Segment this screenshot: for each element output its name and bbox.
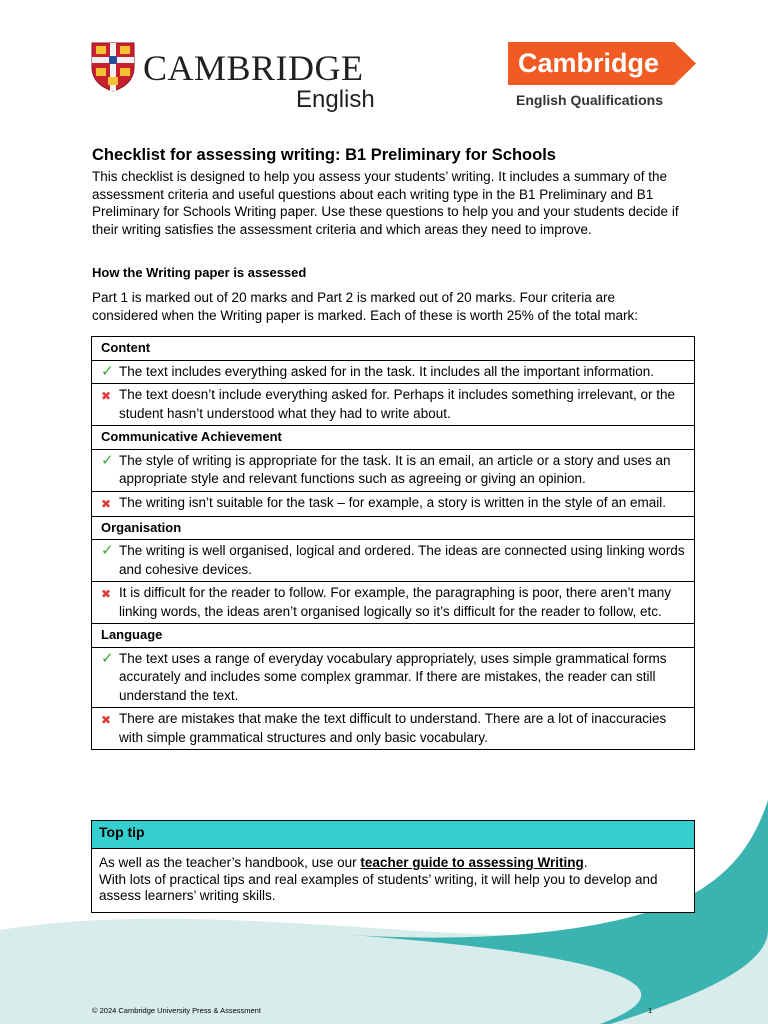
- criterion-negative-text: It is difficult for the reader to follow. For example, the paragraphing is poor, there aren’t many linking words, the ideas aren’t organised logically so it’s difficult for the reader to follow, etc.: [119, 585, 672, 619]
- tip-text-second: With lots of practical tips and real examples of students’ writing, it will help you to develop and assess learners’ writing skills.: [99, 871, 658, 903]
- cross-icon: ✖: [101, 587, 112, 601]
- criterion-negative-text: The text doesn’t include everything asked for. Perhaps it includes something irrelevant, or the student hasn’t understood what they had to write about.: [119, 387, 676, 421]
- page-title: Checklist for assessing writing: B1 Preliminary for Schools: [92, 146, 556, 164]
- criteria-table: [91, 336, 695, 750]
- top-tip-body: [92, 849, 694, 912]
- tip-text-before: As well as the teacher’s handbook, use our: [99, 855, 361, 870]
- tick-icon: ✓: [101, 362, 114, 380]
- criterion-heading: Content: [92, 337, 695, 361]
- tick-icon: ✓: [101, 649, 114, 667]
- footer-copyright: © 2024 Cambridge University Press & Assessment: [92, 1006, 261, 1015]
- criterion-positive-row: [92, 360, 695, 384]
- criterion-heading: Organisation: [92, 516, 695, 540]
- criterion-positive-text: The text uses a range of everyday vocabulary appropriately, uses simple grammatical forms accurately and includes some complex grammar. If there are mistakes, the reader can still understand the text.: [119, 650, 667, 703]
- cambridge-english-logo[interactable]: [91, 42, 391, 117]
- criterion-negative-row: [92, 582, 695, 624]
- criterion-positive-text: The text includes everything asked for in the task. It includes all the important information.: [119, 363, 655, 379]
- section-subheading: How the Writing paper is assessed: [92, 265, 307, 280]
- intro-paragraph: This checklist is designed to help you assess your students’ writing. It includes a summary of the assessment criteria and useful questions about each writing type in the B1 Preliminary and B1 Preliminary for Schools Writing paper. Use these questions to help you and your students decide if their writing satisfies the assessment criteria and which areas they need to improve.: [92, 169, 679, 237]
- criterion-negative-row: [92, 384, 695, 426]
- footer-page-number: 1: [648, 1006, 653, 1015]
- logo-left-subtitle: English: [296, 86, 375, 113]
- cross-icon: ✖: [101, 713, 112, 727]
- criterion-heading: Language: [92, 624, 695, 648]
- tip-text-after: .: [583, 855, 588, 870]
- criterion-positive-row: [92, 647, 695, 708]
- criterion-negative-text: The writing isn’t suitable for the task – for example, a story is written in the style of an email.: [119, 494, 666, 510]
- criterion-positive-text: The style of writing is appropriate for the task. It is an email, an article or a story and uses an appropriate style and relevant functions such as agreeing or giving an opinion.: [119, 452, 671, 486]
- criterion-positive-row: [92, 449, 695, 491]
- criterion-positive-row: [92, 540, 695, 582]
- marking-paragraph: Part 1 is marked out of 20 marks and Part 2 is marked out of 20 marks. Four criteria are considered when the Writing paper is marked. Each of these is worth 25% of the total mark:: [92, 290, 639, 323]
- tick-icon: ✓: [101, 451, 114, 469]
- logo-right-title: Cambridge: [518, 48, 660, 78]
- criterion-positive-text: The writing is well organised, logical and ordered. The ideas are connected using linking words and cohesive devices.: [119, 543, 685, 577]
- logo-right-subtitle: English Qualifications: [516, 92, 664, 108]
- teacher-guide-link[interactable]: teacher guide to assessing Writing: [360, 855, 584, 870]
- tick-icon: ✓: [101, 542, 114, 559]
- top-tip-box: [91, 820, 695, 913]
- criterion-negative-text: There are mistakes that make the text difficult to understand. There are a lot of inaccuracies with simple grammatical structures and only basic vocabulary.: [119, 711, 667, 745]
- logo-left-title: CAMBRIDGE: [143, 48, 364, 88]
- criterion-negative-row: [92, 708, 695, 750]
- top-tip-heading: Top tip: [92, 821, 694, 849]
- cross-icon: ✖: [101, 496, 112, 511]
- criterion-heading: Communicative Achievement: [92, 426, 695, 450]
- cambridge-english-qualifications-logo[interactable]: [508, 42, 698, 122]
- criterion-negative-row: [92, 491, 695, 516]
- cambridge-shield-icon: [91, 42, 135, 92]
- cross-icon: ✖: [101, 389, 112, 403]
